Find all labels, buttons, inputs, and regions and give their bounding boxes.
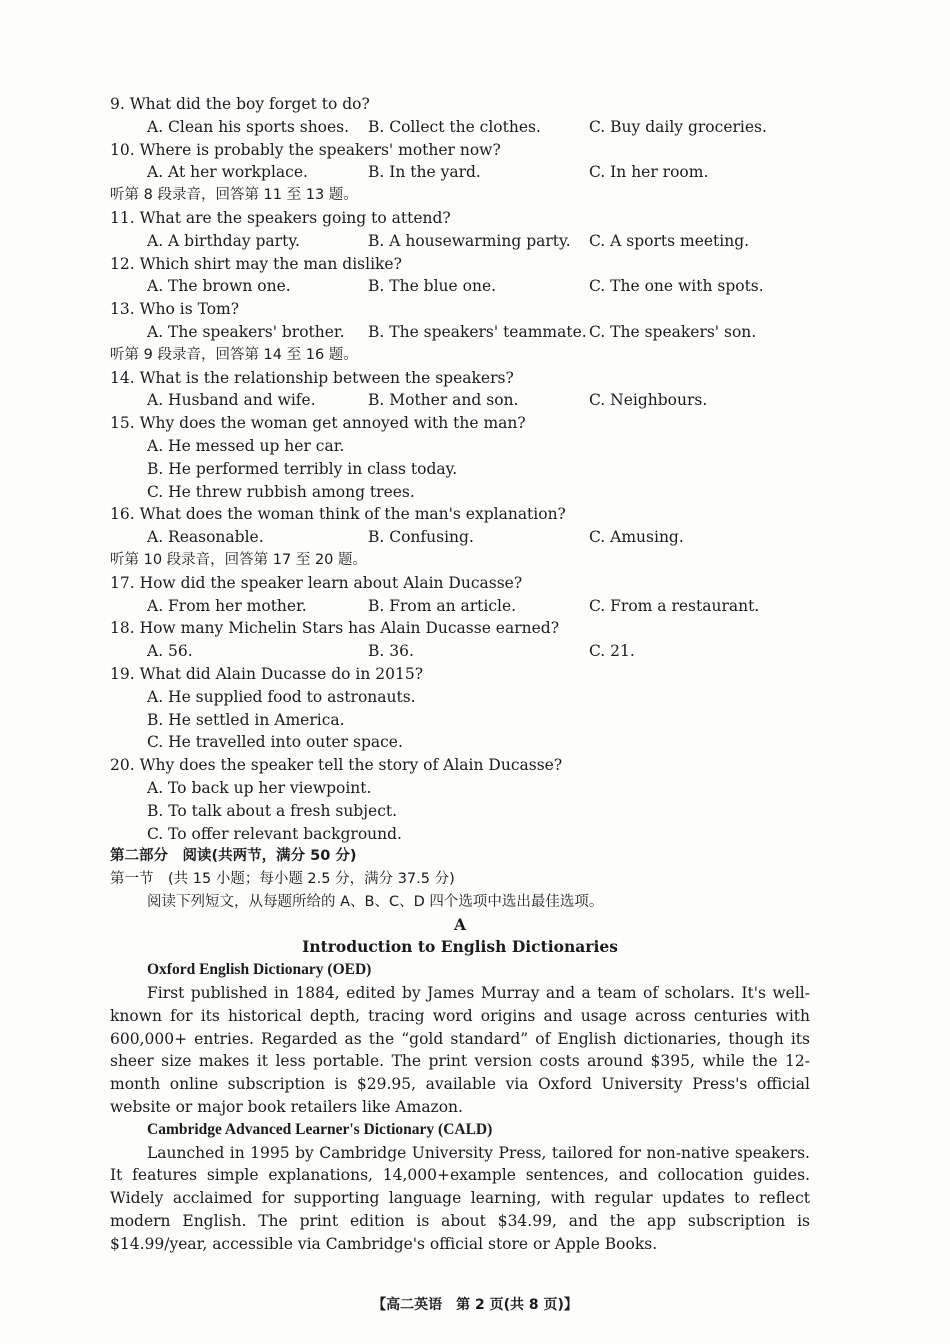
page-footer: 【高二英语 第 2 页(共 8 页)】 (372, 1297, 578, 1313)
question-16 (110, 503, 810, 549)
option-b: B. He performed terribly in class today. (147, 459, 458, 478)
question-text: 19. What did Alain Ducasse do in 2015? (110, 664, 424, 683)
option-c: C. The one with spots. (589, 277, 764, 296)
option-a: A. He supplied food to astronauts. (147, 687, 416, 706)
options (110, 161, 810, 184)
section-10-instruction: 听第 10 段录音，回答第 17 至 20 题。 (110, 551, 368, 568)
option-a: A. 56. (147, 642, 193, 661)
question-14 (110, 367, 810, 413)
option-c: C. Neighbours. (589, 391, 708, 410)
section-9-instruction: 听第 9 段录音，回答第 14 至 16 题。 (110, 346, 358, 363)
question-text: 9. What did the boy forget to do? (110, 95, 370, 113)
question-18 (110, 617, 810, 663)
options (110, 230, 810, 253)
options (110, 526, 810, 549)
option-c: C. A sports meeting. (589, 231, 750, 250)
option-b: B. He settled in America. (147, 710, 345, 729)
cald-heading: Cambridge Advanced Learner's Dictionary (CALD) (147, 1120, 493, 1138)
options (110, 275, 810, 298)
option-c: C. He threw rubbish among trees. (147, 482, 415, 501)
option-b: B. From an article. (368, 596, 517, 615)
section-8-instruction: 听第 8 段录音，回答第 11 至 13 题。 (110, 187, 358, 204)
oed-heading: Oxford English Dictionary (OED) (147, 961, 372, 979)
option-c: C. He travelled into outer space. (147, 733, 403, 752)
option-a: A. Clean his sports shoes. (147, 117, 350, 136)
option-c: C. The speakers' son. (589, 322, 757, 341)
question-text: 15. Why does the woman get annoyed with the man? (110, 414, 526, 433)
options (110, 389, 810, 412)
section-1-heading: 第一节 (共 15 小题；每小题 2.5 分，满分 37.5 分) (110, 871, 455, 888)
part-2-heading: 第二部分 阅读(共两节，满分 50 分) (110, 848, 357, 865)
question-10 (110, 139, 810, 185)
option-b: B. 36. (368, 642, 414, 661)
cald-paragraph: Launched in 1995 by Cambridge University Press, tailored for non-native speakers. It features simple explanations, 14,000+example sentences, and collocation guides. Widely acclaimed for supporting language learning, with regular updates to reflect modern English. The print edition is about $34.99, and the app subscription is $14.99/year, accessible via Cambridge's official store or Apple Books. (110, 1143, 810, 1253)
passage-letter: A (453, 914, 467, 934)
option-b: B. To talk about a fresh subject. (147, 801, 398, 820)
question-text: 18. How many Michelin Stars has Alain Ducasse earned? (110, 619, 560, 638)
option-b: B. In the yard. (368, 163, 481, 182)
question-13 (110, 298, 810, 344)
options (110, 321, 810, 344)
option-b: B. Collect the clothes. (368, 117, 541, 136)
reading-instruction: 阅读下列短文，从每题所给的 A、B、C、D 四个选项中选出最佳选项。 (147, 893, 604, 910)
option-b: B. Confusing. (368, 528, 474, 547)
option-a: A. The brown one. (147, 277, 291, 296)
option-c: C. From a restaurant. (589, 596, 760, 615)
question-19 (110, 663, 810, 754)
option-b: B. A housewarming party. (368, 231, 571, 250)
option-c: C. 21. (589, 642, 635, 661)
option-b: B. Mother and son. (368, 391, 519, 410)
option-a: A. At her workplace. (147, 163, 308, 182)
question-12 (110, 253, 810, 299)
question-text: 14. What is the relationship between the speakers? (110, 368, 514, 387)
question-9 (110, 93, 810, 139)
option-a: A. From her mother. (147, 596, 307, 615)
question-text: 20. Why does the speaker tell the story of Alain Ducasse? (110, 756, 563, 775)
option-a: A. A birthday party. (147, 231, 300, 250)
question-text: 16. What does the woman think of the man's explanation? (110, 505, 566, 524)
question-text: 11. What are the speakers going to attend? (110, 208, 451, 227)
option-c: C. To offer relevant background. (147, 824, 402, 843)
option-a: A. He messed up her car. (147, 436, 345, 455)
option-b: B. The speakers' teammate. (368, 322, 587, 341)
option-a: A. Husband and wife. (147, 391, 316, 410)
question-11 (110, 207, 810, 253)
option-c: C. In her room. (589, 163, 709, 182)
option-b: B. The blue one. (368, 277, 497, 296)
question-20 (110, 754, 810, 845)
option-c: C. Amusing. (589, 528, 684, 547)
question-15 (110, 412, 810, 503)
options (110, 116, 810, 139)
question-text: 17. How did the speaker learn about Alain Ducasse? (110, 573, 523, 592)
options (110, 640, 810, 663)
option-a: A. The speakers' brother. (147, 322, 345, 341)
passage-title: Introduction to English Dictionaries (302, 937, 618, 957)
question-text: 13. Who is Tom? (110, 300, 240, 319)
exam-page (110, 93, 810, 1256)
option-a: A. Reasonable. (147, 528, 264, 547)
options (110, 595, 810, 618)
option-a: A. To back up her viewpoint. (147, 778, 372, 797)
option-c: C. Buy daily groceries. (589, 117, 767, 136)
oed-paragraph: First published in 1884, edited by James Murray and a team of scholars. It's well-known for its historical depth, tracing word origins and usage across centuries with 600,000+ entries. Regarded as the “gold standard” of English dictionaries, though its sheer size makes it less portable. The print version costs around $395, while the 12-month online subscription is $29.95, available via Oxford University Press's official website or major book retailers like Amazon. (110, 984, 810, 1117)
question-17 (110, 572, 810, 618)
question-text: 10. Where is probably the speakers' mother now? (110, 140, 501, 159)
question-text: 12. Which shirt may the man dislike? (110, 254, 402, 273)
